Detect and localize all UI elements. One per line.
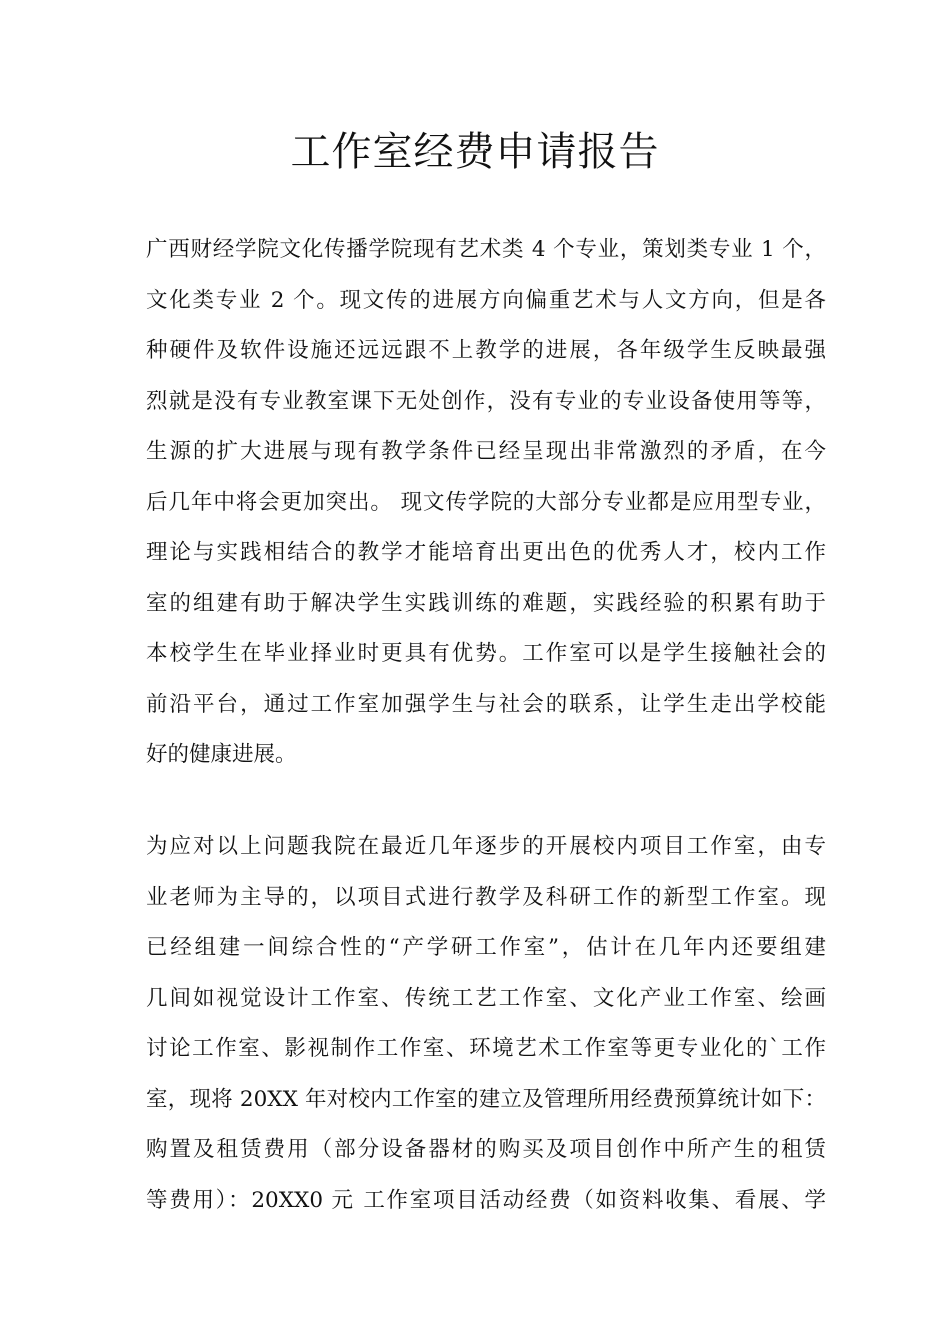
text-line: 购置及租赁费用（部分设备器材的购买及项目创作中所产生的租赁 (146, 1137, 826, 1162)
text-line: 前沿平台，通过工作室加强学生与社会的联系，让学生走出学校能 (146, 691, 826, 717)
text-line: 本校学生在毕业择业时更具有优势。工作室可以是学生接触社会的 (146, 641, 826, 666)
text-line: 讨论工作室、影视制作工作室、环境艺术工作室等更专业化的`工作 (146, 1036, 826, 1061)
document-title: 工作室经费申请报告 (290, 129, 660, 175)
text-line: 室，现将 20XX 年对校内工作室的建立及管理所用经费预算统计如下： (146, 1086, 826, 1112)
text-line: 烈就是没有专业教室课下无处创作，没有专业的专业设备使用等等， (146, 388, 826, 414)
text-line: 后几年中将会更加突出。 现文传学院的大部分专业都是应用型专业， (146, 489, 826, 515)
text-line: 好的健康进展。 (146, 742, 297, 767)
text-line: 文化类专业 2 个。现文传的进展方向偏重艺术与人文方向，但是各 (146, 287, 826, 313)
text-line: 广西财经学院文化传播学院现有艺术类 4 个专业，策划类专业 1 个， (146, 237, 826, 262)
text-line: 种硬件及软件设施还远远跟不上教学的进展，各年级学生反映最强 (146, 338, 826, 363)
text-line: 理论与实践相结合的教学才能培育出更出色的优秀人才，校内工作 (146, 540, 826, 565)
paragraph-2 (146, 822, 826, 1226)
text-line: 几间如视觉设计工作室、传统工艺工作室、文化产业工作室、绘画 (146, 985, 826, 1011)
text-line: 生源的扩大进展与现有教学条件已经呈现出非常激烈的矛盾，在今 (146, 439, 826, 464)
paragraph-1 (146, 225, 826, 781)
text-line: 业老师为主导的，以项目式进行教学及科研工作的新型工作室。现 (146, 884, 826, 910)
text-line: 室的组建有助于解决学生实践训练的难题，实践经验的积累有助于 (146, 590, 826, 616)
text-line: 已经组建一间综合性的“产学研工作室”，估计在几年内还要组建 (146, 935, 826, 960)
text-line: 等费用）：20XX0 元 工作室项目活动经费（如资料收集、看展、学 (146, 1187, 826, 1213)
text-line: 为应对以上问题我院在最近几年逐步的开展校内项目工作室，由专 (146, 834, 826, 859)
